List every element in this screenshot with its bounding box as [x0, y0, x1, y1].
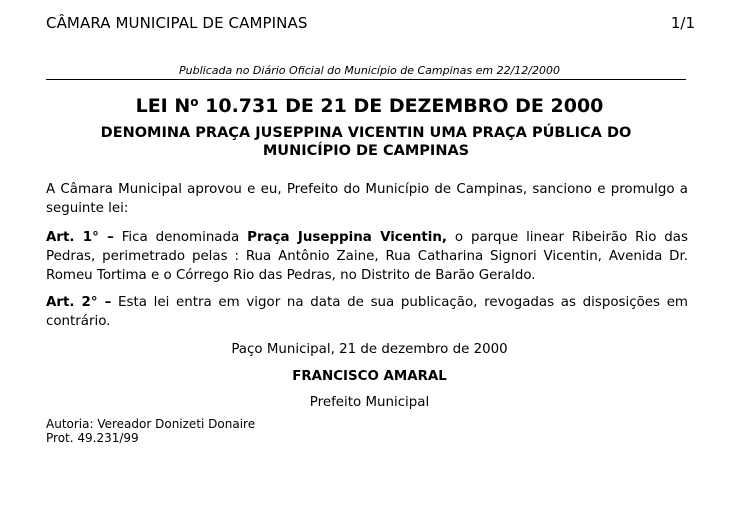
- article-1-highlight: Praça Juseppina Vicentin,: [247, 230, 447, 245]
- article-1: [46, 228, 688, 285]
- header-title: CÂMARA MUNICIPAL DE CAMPINAS: [46, 14, 308, 32]
- article-2: [46, 293, 688, 331]
- signatory-role: Prefeito Municipal: [309, 395, 430, 410]
- article-1-text-after: o parque linear Ribeirão Rio das Pedras, perimetrado pelas : Rua Antônio Zaine, Rua Catharina Signori Vicentin, Avenida Dr. Romeu Tortima e o Córrego Rio das Pedras, no Distrito de Barão Geraldo.: [46, 230, 688, 283]
- article-2-label: Art. 2° –: [46, 295, 112, 310]
- article-2-text: Esta lei entra em vigor na data de sua publicação, revogadas as disposições em contrário.: [46, 295, 688, 329]
- law-title-rest: 10.731 DE 21 DE DEZEMBRO DE 2000: [198, 95, 604, 117]
- law-subtitle: DENOMINA PRAÇA JUSEPPINA VICENTIN UMA PRAÇA PÚBLICA DO MUNICÍPIO DE CAMPINAS: [100, 125, 632, 159]
- intro-paragraph: A Câmara Municipal aprovou e eu, Prefeito do Município de Campinas, sanciono e promulgo a seguinte lei:: [46, 182, 688, 216]
- publication-note: Publicada no Diário Oficial do Município de Campinas em 22/12/2000: [179, 64, 560, 77]
- authorship: Autoria: Vereador Donizeti Donaire: [46, 417, 256, 431]
- page-indicator: 1/1: [670, 14, 695, 32]
- article-1-text-before: Fica denominada: [113, 230, 248, 245]
- signatory-name: FRANCISCO AMARAL: [292, 369, 447, 384]
- header-divider: [46, 79, 686, 80]
- place-date: Paço Municipal, 21 de dezembro de 2000: [231, 342, 508, 357]
- protocol-number: Prot. 49.231/99: [46, 431, 139, 445]
- article-1-label: Art. 1° –: [46, 230, 114, 245]
- law-title: [0, 95, 739, 117]
- law-title-prefix: LEI N: [135, 95, 191, 117]
- law-title-sup: o: [190, 95, 199, 109]
